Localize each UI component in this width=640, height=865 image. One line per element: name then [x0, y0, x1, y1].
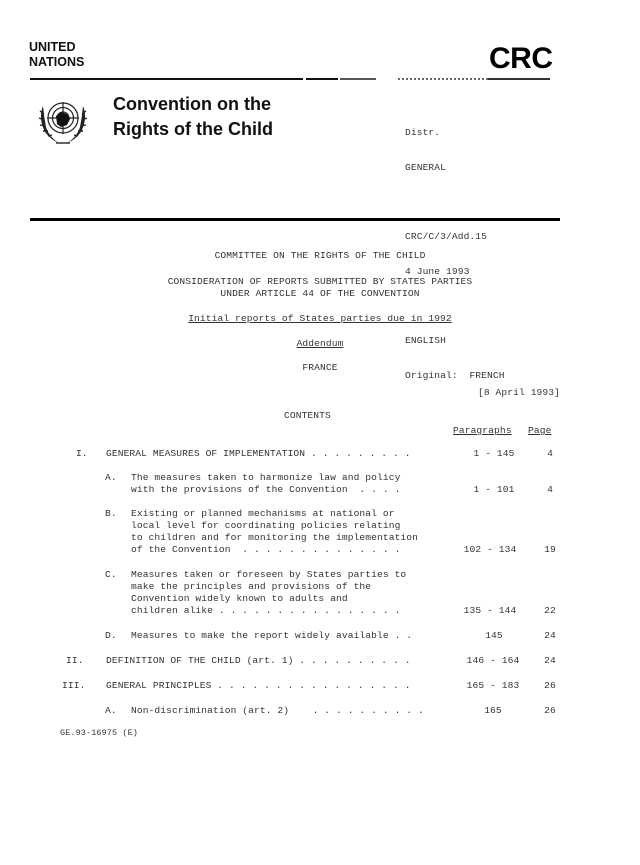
toc-entry-title-line: to children and for monitoring the implementation: [131, 532, 419, 543]
toc-entry-title: Non-discrimination (art. 2) . . . . . . . . . .: [131, 705, 424, 716]
toc-entry-title: DEFINITION OF THE CHILD (art. 1) . . . . . . . . . .: [106, 655, 411, 666]
toc-entry-number: C.: [105, 569, 117, 580]
header-thick-rule: [30, 218, 560, 221]
toc-entry-paragraphs: 1 - 101: [473, 484, 515, 495]
toc-entry-number: I.: [76, 448, 88, 459]
toc-entry-title-line: children alike . . . . . . . . . . . . . . . .: [131, 605, 401, 616]
toc-entry-number: D.: [105, 630, 117, 641]
toc-entry-page: 24: [544, 630, 556, 641]
language: ENGLISH: [405, 335, 447, 346]
organization-name: [29, 40, 84, 70]
document-date: 4 June 1993: [405, 265, 470, 277]
toc-entry-title-line: Existing or planned mechanisms at national or: [131, 508, 395, 519]
toc-entry-title-line: Convention widely known to adults and: [131, 593, 348, 604]
contents-heading: CONTENTS: [284, 410, 331, 421]
toc-entry-page: 26: [544, 705, 556, 716]
toc-entry-title-line: The measures taken to harmonize law and policy: [131, 472, 401, 483]
toc-entry-page: 24: [544, 655, 556, 666]
toc-entry-title-line: of the Convention . . . . . . . . . . . . . .: [131, 544, 401, 555]
toc-entry-page: 22: [544, 605, 556, 616]
toc-entry-title-line: Measures taken or foreseen by States parties to: [131, 569, 407, 580]
toc-entry-number: II.: [66, 655, 84, 666]
committee-heading: COMMITTEE ON THE RIGHTS OF THE CHILD: [214, 250, 426, 261]
toc-entry-number: III.: [62, 680, 86, 691]
toc-entry-title-line: make the principles and provisions of the: [131, 581, 372, 592]
country-heading: FRANCE: [302, 362, 338, 373]
toc-entry-paragraphs: 1 - 145: [473, 448, 515, 459]
addendum-heading: Addendum: [296, 338, 344, 349]
title-line-2: Rights of the Child: [113, 119, 273, 139]
job-number: GE.93-16975 (E): [60, 728, 139, 738]
toc-entry-title: GENERAL PRINCIPLES . . . . . . . . . . . . . . . . .: [106, 680, 411, 691]
document-series-title: [113, 92, 273, 142]
toc-entry-number: A.: [105, 705, 117, 716]
toc-entry-title-line: local level for coordinating policies relating: [131, 520, 401, 531]
un-emblem-icon: [32, 94, 94, 146]
consideration-heading-line-1: CONSIDERATION OF REPORTS SUBMITTED BY STATES PARTIES: [167, 276, 473, 287]
original-language: Original: FRENCH: [405, 369, 505, 381]
toc-entry-paragraphs: 102 - 134: [463, 544, 517, 555]
toc-entry-paragraphs: 165 - 183: [466, 680, 520, 691]
toc-entry-paragraphs: 165: [484, 705, 502, 716]
distribution-value: GENERAL: [405, 161, 447, 173]
toc-entry-number: B.: [105, 508, 117, 519]
toc-entry-page: 19: [544, 544, 556, 555]
toc-entry-paragraphs: 135 - 144: [463, 605, 517, 616]
consideration-heading-line-2: UNDER ARTICLE 44 OF THE CONVENTION: [220, 288, 420, 299]
report-subtitle: Initial reports of States parties due in 1992: [188, 313, 452, 324]
column-header-page: Page: [528, 425, 552, 436]
toc-entry-title: Measures to make the report widely available . .: [131, 630, 413, 641]
received-date: [8 April 1993]: [477, 387, 560, 398]
toc-entry-number: A.: [105, 472, 117, 483]
toc-entry-title-line: with the provisions of the Convention . . . .: [131, 484, 401, 495]
distribution-label: Distr.: [405, 127, 441, 138]
toc-entry-paragraphs: 145: [485, 630, 503, 641]
series-code: CRC: [489, 42, 553, 75]
document-symbol-block: [405, 104, 505, 393]
title-line-1: Convention on the: [113, 94, 271, 114]
org-line-2: NATIONS: [29, 55, 85, 69]
toc-entry-paragraphs: 146 - 164: [466, 655, 520, 666]
toc-entry-page: 26: [544, 680, 556, 691]
header-rule: [30, 78, 600, 80]
toc-entry-title: GENERAL MEASURES OF IMPLEMENTATION . . . . . . . . .: [106, 448, 411, 459]
org-line-1: UNITED: [29, 40, 76, 54]
document-symbol: CRC/C/3/Add.15: [405, 231, 488, 242]
column-header-paragraphs: Paragraphs: [453, 425, 512, 436]
toc-entry-page: 4: [547, 484, 553, 495]
toc-entry-page: 4: [547, 448, 553, 459]
